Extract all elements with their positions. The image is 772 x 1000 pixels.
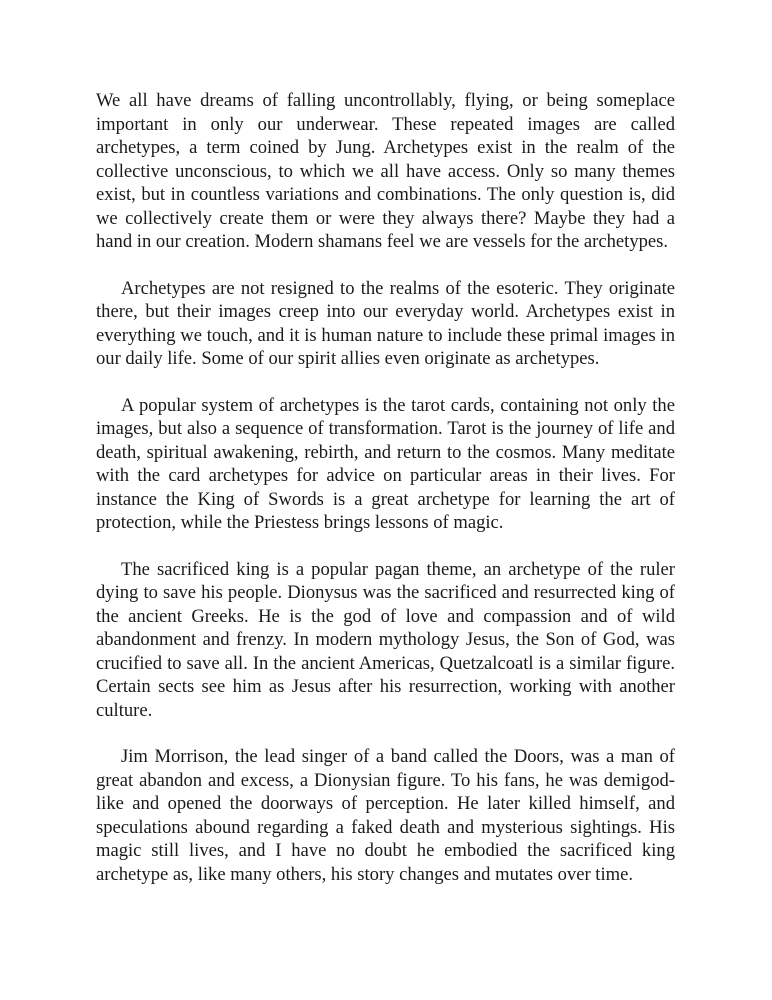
paragraph-archetypes-intro: We all have dreams of falling uncontrollably, flying, or being someplace important in only our underwear. These repeated images are called archetypes, a term coined by Jung. Archetypes exist in the realm of the collective unconscious, to which we all have access. Only so many themes exist, but in countless variations and combinations. The only question is, did we collectively create them or were they always there? Maybe they had a hand in our creation. Modern shamans feel we are vessels for the archetypes.: [96, 90, 675, 252]
paragraph-tarot: A popular system of archetypes is the tarot cards, containing not only the images, but also a sequence of transformation. Tarot is the journey of life and death, spiritual awakening, rebirth, and return to the cosmos. Many meditate with the card archetypes for advice on particular areas in their lives. For instance the King of Swords is a great archetype for learning the art of protection, while the Priestess brings lessons of magic.: [96, 394, 675, 533]
paragraph-jim-morrison: Jim Morrison, the lead singer of a band called the Doors, was a man of great abandon and excess, a Dionysian figure. To his fans, he was demigod-like and opened the doorways of perception. He later killed himself, and speculations abound regarding a faked death and mysterious sightings. His magic still lives, and I have no doubt he embodied the sacrificed king archetype as, like many others, his story changes and mutates over time.: [96, 746, 675, 885]
document-page: [96, 89, 675, 909]
paragraph-archetypes-esoteric: Archetypes are not resigned to the realms of the esoteric. They originate there, but their images creep into our everyday world. Archetypes exist in everything we touch, and it is human nature to include these primal images in our daily life. Some of our spirit allies even originate as archetypes.: [96, 277, 675, 369]
paragraph-sacrificed-king: The sacrificed king is a popular pagan theme, an archetype of the ruler dying to save his people. Dionysus was the sacrificed and resurrected king of the ancient Greeks. He is the god of love and compassion and of wild abandonment and frenzy. In modern mythology Jesus, the Son of God, was crucified to save all. In the ancient Americas, Quetzalcoatl is a similar figure. Certain sects see him as Jesus after his resurrection, working with another culture.: [96, 558, 675, 721]
